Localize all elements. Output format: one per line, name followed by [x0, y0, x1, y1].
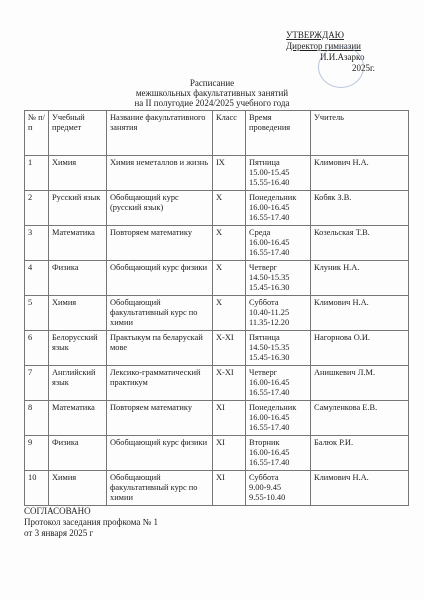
- cell-time: [246, 191, 311, 226]
- weekday: Суббота: [249, 298, 279, 307]
- table-row: [25, 331, 409, 366]
- cell-num: 9: [25, 436, 49, 471]
- cell-class: XI: [213, 436, 246, 471]
- cell-class: X: [213, 261, 246, 296]
- header-num: № п/п: [25, 111, 49, 156]
- cell-teacher: Климович Н.А.: [311, 156, 409, 191]
- cell-time: [246, 436, 311, 471]
- weekday: Понедельник: [249, 193, 297, 202]
- agreement-date: от 3 января 2025 г: [24, 528, 94, 538]
- cell-topic: Практыкум па беларускай мове: [107, 331, 213, 366]
- cell-teacher: Балюк Р.И.: [311, 436, 409, 471]
- cell-time: [246, 366, 311, 401]
- table-row: [25, 226, 409, 261]
- time-slot: 14.50-15.35: [249, 273, 290, 282]
- time-slot: 9.00-9.45: [249, 483, 282, 492]
- cell-time: [246, 401, 311, 436]
- title-line-3: на II полугодие 2024/2025 учебного года: [134, 98, 290, 108]
- cell-time: [246, 331, 311, 366]
- cell-subject: Химия: [49, 296, 107, 331]
- cell-num: 4: [25, 261, 49, 296]
- cell-num: 3: [25, 226, 49, 261]
- cell-teacher: Нагорнова О.И.: [311, 331, 409, 366]
- cell-time: [246, 296, 311, 331]
- cell-num: 6: [25, 331, 49, 366]
- table-row: [25, 261, 409, 296]
- cell-topic: Обобщающий курс физики: [107, 261, 213, 296]
- time-slot: 15.55-16.40: [249, 178, 290, 187]
- cell-subject: Химия: [49, 471, 107, 506]
- cell-teacher: Климович Н.А.: [311, 471, 409, 506]
- cell-time: [246, 226, 311, 261]
- cell-subject: Английский язык: [49, 366, 107, 401]
- header-teacher: Учитель: [311, 111, 409, 156]
- cell-time: [246, 261, 311, 296]
- cell-teacher: Анишкевич Л.М.: [311, 366, 409, 401]
- weekday: Вторник: [249, 438, 280, 447]
- weekday: Пятница: [249, 158, 280, 167]
- cell-time: [246, 156, 311, 191]
- cell-class: XI: [213, 401, 246, 436]
- cell-class: X: [213, 226, 246, 261]
- table-row: [25, 156, 409, 191]
- cell-class: XI: [213, 471, 246, 506]
- cell-topic: Химия неметаллов и жизнь: [107, 156, 213, 191]
- cell-class: X: [213, 191, 246, 226]
- cell-teacher: Климович Н.А.: [311, 296, 409, 331]
- cell-topic: Повторяем математику: [107, 401, 213, 436]
- time-slot: 16.00-16.45: [249, 378, 290, 387]
- cell-teacher: Клуник Н.А.: [311, 261, 409, 296]
- approval-heading: УТВЕРЖДАЮ: [286, 30, 345, 40]
- table-row: [25, 471, 409, 506]
- cell-topic: Обобщающий курс (русский язык): [107, 191, 213, 226]
- time-slot: 16.55-17.40: [249, 248, 290, 257]
- cell-subject: Химия: [49, 156, 107, 191]
- header-time: Время проведения: [246, 111, 311, 156]
- time-slot: 16.55-17.40: [249, 458, 290, 467]
- approval-signature-name: И.И.Азарко: [320, 52, 365, 62]
- weekday: Суббота: [249, 473, 279, 482]
- cell-class: X: [213, 296, 246, 331]
- weekday: Четверг: [249, 368, 278, 377]
- header-topic: Название факультативного занятия: [107, 111, 213, 156]
- cell-topic: Обобщающий факультативный курс по химии: [107, 296, 213, 331]
- time-slot: 16.55-17.40: [249, 213, 290, 222]
- cell-subject: Физика: [49, 436, 107, 471]
- cell-time: [246, 471, 311, 506]
- cell-subject: Белорусский язык: [49, 331, 107, 366]
- cell-class: IX: [213, 156, 246, 191]
- cell-teacher: Самуленкова Е.В.: [311, 401, 409, 436]
- table-header-row: [25, 111, 409, 156]
- table-row: [25, 401, 409, 436]
- cell-num: 2: [25, 191, 49, 226]
- agreement-block: [24, 506, 158, 539]
- header-class: Класс: [213, 111, 246, 156]
- cell-subject: Физика: [49, 261, 107, 296]
- table-row: [25, 436, 409, 471]
- approval-date: 2025г.: [352, 63, 375, 73]
- cell-num: 1: [25, 156, 49, 191]
- cell-topic: Обобщающий курс физики: [107, 436, 213, 471]
- title-line-2: межшкольных факультативных занятий: [135, 88, 289, 98]
- schedule-table: [24, 110, 409, 506]
- title-line-1: Расписание: [189, 78, 235, 88]
- table-row: [25, 296, 409, 331]
- document-title: [0, 78, 424, 108]
- weekday: Среда: [249, 228, 271, 237]
- header-subject: Учебный предмет: [49, 111, 107, 156]
- cell-num: 10: [25, 471, 49, 506]
- agreement-heading: СОГЛАСОВАНО: [24, 506, 91, 516]
- table-row: [25, 191, 409, 226]
- time-slot: 16.00-16.45: [249, 448, 290, 457]
- cell-subject: Математика: [49, 226, 107, 261]
- cell-topic: Лексико-грамматический практикум: [107, 366, 213, 401]
- cell-class: X-XI: [213, 366, 246, 401]
- time-slot: 16.00-16.45: [249, 413, 290, 422]
- time-slot: 16.00-16.45: [249, 203, 290, 212]
- time-slot: 15.45-16.30: [249, 283, 290, 292]
- weekday: Четверг: [249, 263, 278, 272]
- time-slot: 10.40-11.25: [249, 308, 290, 317]
- cell-num: 5: [25, 296, 49, 331]
- approval-position: Директор гимназии: [286, 41, 361, 51]
- time-slot: 15.00-15.45: [249, 168, 290, 177]
- time-slot: 14.50-15.35: [249, 343, 290, 352]
- time-slot: 9.55-10.40: [249, 493, 286, 502]
- cell-num: 7: [25, 366, 49, 401]
- time-slot: 16.55-17.40: [249, 388, 290, 397]
- weekday: Пятница: [249, 333, 280, 342]
- cell-topic: Повторяем математику: [107, 226, 213, 261]
- cell-class: X-XI: [213, 331, 246, 366]
- table-row: [25, 366, 409, 401]
- cell-subject: Русский язык: [49, 191, 107, 226]
- weekday: Понедельник: [249, 403, 297, 412]
- cell-teacher: Кобяк З.В.: [311, 191, 409, 226]
- cell-num: 8: [25, 401, 49, 436]
- time-slot: 16.00-16.45: [249, 238, 290, 247]
- time-slot: 11.35-12.20: [249, 318, 290, 327]
- cell-subject: Математика: [49, 401, 107, 436]
- cell-topic: Обобщающий факультативный курс по химии: [107, 471, 213, 506]
- time-slot: 16.55-17.40: [249, 423, 290, 432]
- agreement-protocol: Протокол заседания профкома № 1: [24, 517, 158, 527]
- time-slot: 15.45-16.30: [249, 353, 290, 362]
- cell-teacher: Козельская Т.В.: [311, 226, 409, 261]
